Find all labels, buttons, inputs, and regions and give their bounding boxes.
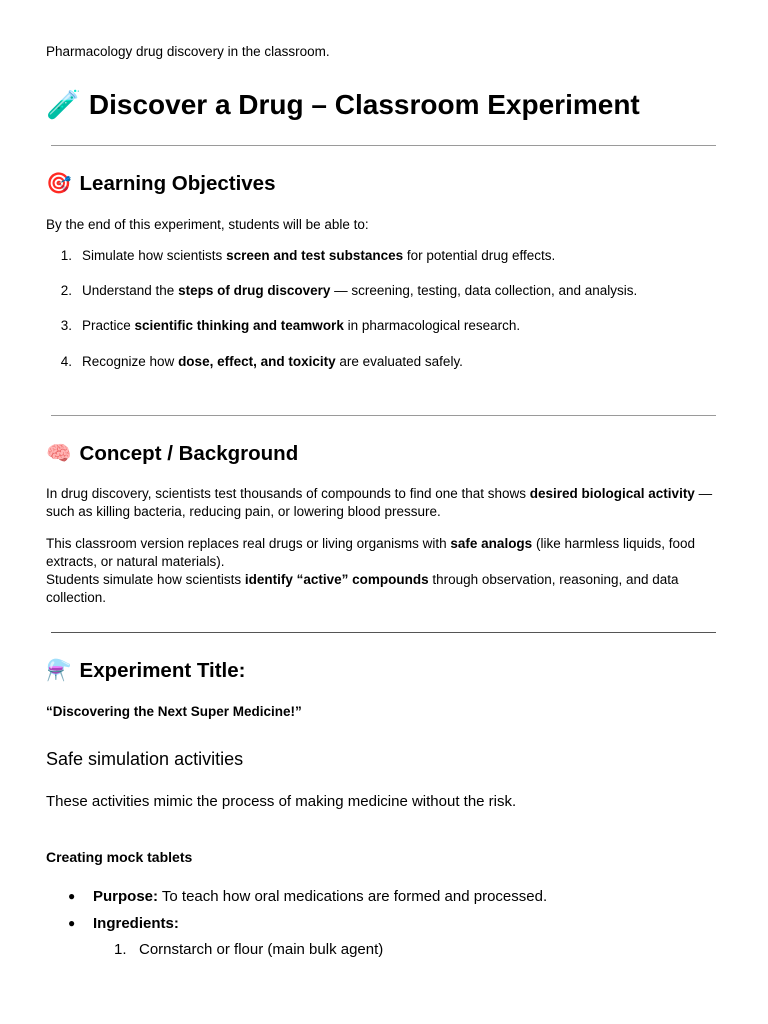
sub-heading: Creating mock tablets <box>46 849 193 865</box>
section-text: These activities mimic the process of making medicine without the risk. <box>46 793 517 810</box>
test-tube-icon: 🧪 <box>46 89 81 120</box>
list-item: 3. Practice scientific thinking and teamwork in pharmacological research. <box>60 318 521 333</box>
experiment-heading-text: Experiment Title: <box>79 659 246 682</box>
divider <box>51 632 716 633</box>
divider <box>51 145 716 146</box>
intro-text: Pharmacology drug discovery in the classroom. <box>46 44 330 59</box>
objectives-heading-text: Learning Objectives <box>79 172 276 195</box>
experiment-heading <box>46 659 245 683</box>
brain-icon: 🧠 <box>46 442 72 465</box>
concept-heading <box>46 442 298 466</box>
list-item: 1. Simulate how scientists screen and test substances for potential drug effects. <box>60 248 556 263</box>
objectives-heading <box>46 172 275 196</box>
objectives-lead: By the end of this experiment, students will be able to: <box>46 217 369 232</box>
list-item: ● Ingredients: <box>68 915 179 932</box>
page-title-text: Discover a Drug – Classroom Experiment <box>88 88 640 120</box>
concept-heading-text: Concept / Background <box>79 442 299 465</box>
concept-paragraph: In drug discovery, scientists test thousands of compounds to find one that shows desired biological activity — such as killing bacteria, reducing pain, or lowering blood pressure. <box>46 486 713 519</box>
divider <box>51 415 716 416</box>
target-icon: 🎯 <box>46 172 72 195</box>
experiment-subtitle: “Discovering the Next Super Medicine!” <box>46 704 302 719</box>
list-item: 4. Recognize how dose, effect, and toxicity are evaluated safely. <box>60 354 463 369</box>
flask-icon: ⚗️ <box>46 659 72 682</box>
concept-paragraph: This classroom version replaces real drugs or living organisms with safe analogs (like harmless liquids, food extracts, or natural materials). Students simulate how scientists identify “active” compounds through observation, reasoning, and data collection. <box>46 536 696 605</box>
list-item: 1. Cornstarch or flour (main bulk agent) <box>114 941 384 958</box>
section-heading: Safe simulation activities <box>46 749 244 769</box>
list-item: 2. Understand the steps of drug discovery — screening, testing, data collection, and analysis. <box>60 283 638 298</box>
page-title <box>46 88 640 121</box>
list-item: ● Purpose: To teach how oral medications are formed and processed. <box>68 888 548 905</box>
